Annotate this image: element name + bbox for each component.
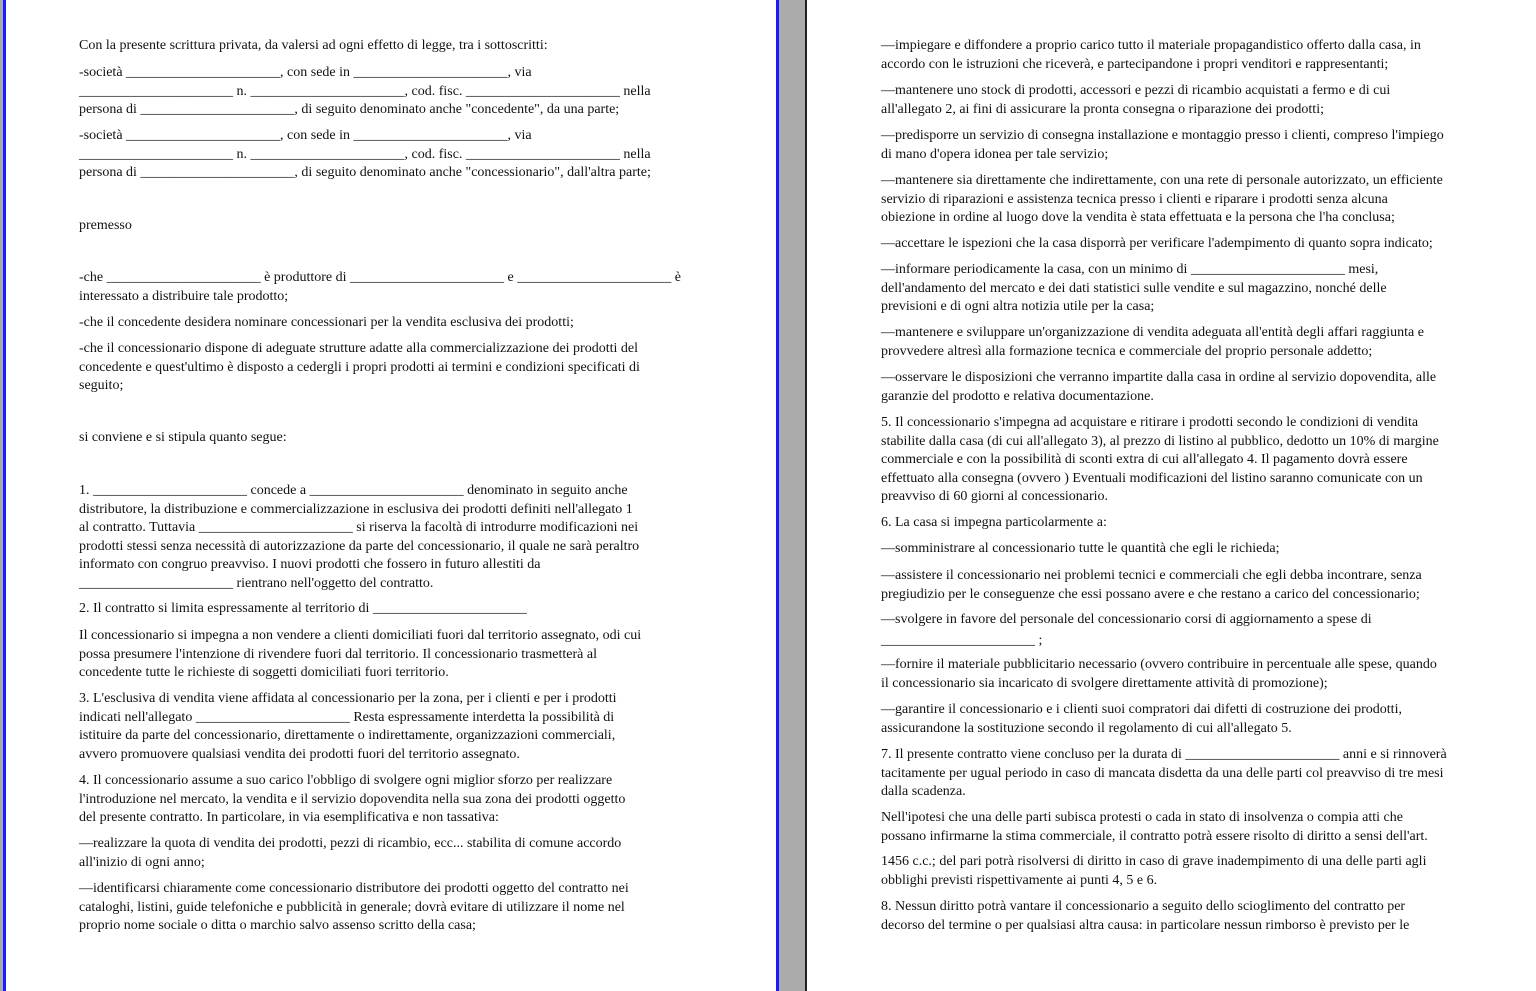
text-line: -che il concedente desidera nominare concessionari per la vendita esclusiva dei prodotti;	[79, 315, 574, 330]
text-line: interessato a distribuire tale prodotto;	[79, 288, 289, 304]
text-line: —realizzare la quota di vendita dei prodotti, pezzi di ricambio, ecc... stabilita di comune accordo	[79, 836, 622, 851]
text-line: il concessionario sia incaricato di svolgere direttamente attività di promozione);	[881, 675, 1328, 691]
text-line: —svolgere in favore del personale del concessionario corsi di aggiornamento a spese di	[881, 612, 1372, 627]
text-line: di mano d'opera idonea per tale servizio;	[881, 146, 1109, 162]
text-line: Nell'ipotesi che una delle parti subisca protesti o cada in stato di insolvenza o compia atti che	[881, 810, 1403, 825]
text-line: concedente tutte le richieste di soggetti domiciliati fuori territorio.	[79, 665, 449, 681]
text-line: l'introduzione nel mercato, la vendita e il servizio dopovendita nella sua zona dei prodotti oggetto	[79, 791, 626, 807]
text-line: seguito;	[79, 378, 124, 394]
text-line: —somministrare al concessionario tutte le quantità che egli le richieda;	[881, 541, 1280, 556]
text-line: pregiudizio per le conseguenze che essi possano avere e che restano a carico del concessionario;	[881, 586, 1420, 602]
document-page-left	[6, 0, 776, 991]
text-line: —mantenere uno stock di prodotti, accessori e pezzi di ricambio acquistati a fermo e di cui	[881, 83, 1391, 98]
text-line: all'inizio di ogni anno;	[79, 854, 205, 870]
text-line: stabilite dalla casa (di cui all'allegato 3), al prezzo di listino al pubblico, dedotto un 10% di margine	[881, 433, 1439, 449]
text-line: si conviene e si stipula quanto segue:	[79, 430, 287, 445]
text-line: 6. La casa si impegna particolarmente a:	[881, 515, 1107, 530]
text-line: 7. Il presente contratto viene concluso per la durata di ______________________ anni e si rinnoverà	[881, 747, 1447, 762]
text-line: 5. Il concessionario s'impegna ad acquistare e ritirare i prodotti secondo le condizioni di vendita	[881, 415, 1419, 430]
text-line: al contratto. Tuttavia ______________________ si riserva la facoltà di introdurre modificazioni nei	[79, 520, 639, 536]
text-line: decorso del termine o per qualsiasi altra causa: in particolare nessun rimborso è previsto per le	[881, 917, 1410, 933]
text-line: ______________________ n. ______________________, cod. fisc. ______________________ nella	[79, 146, 651, 162]
text-line: cataloghi, listini, guide telefoniche e pubblicità in generale; dovrà evitare di utilizzare il nome nel	[79, 899, 625, 915]
text-line: obblighi previsti rispettivamente ai punti 4, 5 e 6.	[881, 872, 1158, 888]
text-line: dell'andamento del mercato e dei dati statistici sulle vendite e sul magazzino, nonché delle	[881, 280, 1387, 296]
text-line: 1456 c.c.; del pari potrà risolversi di diritto in caso di grave inadempimento di una delle parti agli	[881, 854, 1427, 869]
text-line: obiezione in ordine al luogo dove la vendita è stata effettuata e la persona che l'ha conclusa;	[881, 210, 1395, 226]
text-line: proprio nome sociale o ditta o marchio salvo assenso scritto della casa;	[79, 918, 476, 934]
text-line: ______________________ n. ______________________, cod. fisc. ______________________ nella	[79, 83, 651, 99]
text-line: istituire da parte del concessionario, direttamente o indirettamente, organizzazioni commerciali,	[79, 728, 616, 744]
text-line: dalla scadenza.	[881, 784, 966, 800]
text-line: prodotti stessi senza necessità di autorizzazione da parte del concessionario, il quale ne sarà peraltro	[79, 538, 640, 554]
text-line: ______________________ ;	[881, 633, 1043, 648]
text-line: —assistere il concessionario nei problemi tecnici e commerciali che egli debba incontrare, senza	[881, 568, 1422, 583]
text-line: —osservare le disposizioni che verranno impartite dalla casa in ordine al servizio dopovendita, alle	[881, 370, 1437, 385]
text-line: provvedere altresì alla formazione tecnica e commerciale del proprio personale addetto;	[881, 343, 1373, 359]
text-line: —predisporre un servizio di consegna installazione e montaggio presso i clienti, compreso l'impiego	[881, 128, 1444, 143]
text-line: servizio di riparazioni e assistenza tecnica presso i clienti e riparare i prodotti senza alcuna	[881, 191, 1388, 207]
text-line: 4. Il concessionario assume a suo carico l'obbligo di svolgere ogni miglior sforzo per realizzare	[79, 773, 613, 788]
text-line: del presente contratto. In particolare, in via esemplificativa e non tassativa:	[79, 810, 499, 826]
text-line: accordo con le istruzioni che riceverà, e partecipandone i propri venditori e rappresentanti;	[881, 56, 1389, 72]
text-line: avvero promuovere qualsiasi vendita dei prodotti fuori del territorio assegnato.	[79, 746, 520, 762]
text-line: informato con congruo preavviso. I nuovi prodotti che fossero in futuro allestiti da	[79, 557, 541, 573]
text-line: —informare periodicamente la casa, con un minimo di ______________________ mesi,	[881, 262, 1379, 277]
text-line: persona di ______________________, di seguito denominato anche "concedente", da una parte;	[79, 102, 620, 118]
text-line: indicati nell'allegato ______________________ Resta espressamente interdetta la possibilità di	[79, 709, 615, 725]
text-line: —mantenere sia direttamente che indirettamente, con una rete di personale autorizzato, un efficiente	[881, 173, 1443, 188]
text-line: commerciale e con la possibilità di sconti extra di cui all'allegato 4. Il pagamento dovrà essere	[881, 452, 1408, 468]
text-line: 8. Nessun diritto potrà vantare il concessionario a seguito dello scioglimento del contratto per	[881, 899, 1406, 914]
text-line: possa presumere l'intenzione di rivendere fuori dal territorio. Il concessionario trasmetterà al	[79, 646, 597, 662]
text-line: —accettare le ispezioni che la casa disporrà per verificare l'adempimento di quanto sopra indicato;	[881, 236, 1433, 251]
text-line: —fornire il materiale pubblicitario necessario (ovvero contribuire in percentuale alle spese, quando	[881, 657, 1437, 672]
text-line: ______________________ rientrano nell'oggetto del contratto.	[79, 576, 434, 591]
text-line: effettuato alla consegna (ovvero ) Eventuali modificazioni del listino saranno comunicate con un	[881, 470, 1423, 486]
page-right-border	[776, 0, 779, 991]
text-line: previsioni e di ogni altra notizia utile per la casa;	[881, 299, 1155, 315]
text-line: -società ______________________, con sede in ______________________, via	[79, 128, 532, 143]
text-line: 2. Il contratto si limita espressamente al territorio di ______________________	[79, 601, 527, 616]
text-line: —impiegare e diffondere a proprio carico tutto il materiale propagandistico offerto dalla casa, in	[881, 38, 1421, 53]
text-line: persona di ______________________, di seguito denominato anche "concessionario", dall'altra parte;	[79, 165, 651, 181]
document-page-right	[807, 0, 1536, 991]
text-line: -che il concessionario dispone di adeguate strutture adatte alla commercializzazione dei prodotti del	[79, 341, 638, 356]
text-line: possano infirmarne la stima commerciale, il contratto potrà essere risolto di diritto a sensi dell'art.	[881, 828, 1428, 844]
text-line: premesso	[79, 218, 132, 233]
text-line: garanzie del prodotto e relativa documentazione.	[881, 388, 1154, 404]
text-line: 3. L'esclusiva di vendita viene affidata al concessionario per la zona, per i clienti e per i prodotti	[79, 691, 617, 706]
text-line: all'allegato 2, ai fini di assicurare la pronta consegna o riparazione dei prodotti;	[881, 101, 1324, 117]
text-line: Il concessionario si impegna a non vendere a clienti domiciliati fuori dal territorio assegnato, odi cui	[79, 628, 642, 643]
text-line: concedente e quest'ultimo è disposto a cedergli i propri prodotti ai termini e condizioni specificati di	[79, 359, 640, 375]
text-line: assicurandone la sostituzione secondo il regolamento di cui all'allegato 5.	[881, 720, 1292, 736]
text-line: Con la presente scrittura privata, da valersi ad ogni effetto di legge, tra i sottoscritti:	[79, 38, 548, 53]
text-line: —mantenere e sviluppare un'organizzazione di vendita adeguata all'entità degli affari raggiunta e	[881, 325, 1424, 340]
text-line: —garantire il concessionario e i clienti suoi compratori dai difetti di costruzione dei prodotti,	[881, 702, 1402, 717]
text-line: —identificarsi chiaramente come concessionario distributore dei prodotti oggetto del contratto nei	[79, 881, 629, 896]
text-line: preavviso di 60 giorni al concessionario.	[881, 489, 1109, 505]
text-line: tacitamente per ugual periodo in caso di mancata disdetta da una delle parti col preavviso di tre mesi	[881, 765, 1444, 781]
text-line: -che ______________________ è produttore di ______________________ e ______________________ è	[79, 270, 681, 285]
text-line: 1. ______________________ concede a ______________________ denominato in seguito anche	[79, 483, 628, 498]
text-line: distributore, la distribuzione e commercializzazione in esclusiva dei prodotti definiti nell'allegato 1	[79, 501, 633, 517]
text-line: -società ______________________, con sede in ______________________, via	[79, 65, 532, 80]
page-separator	[776, 0, 806, 991]
